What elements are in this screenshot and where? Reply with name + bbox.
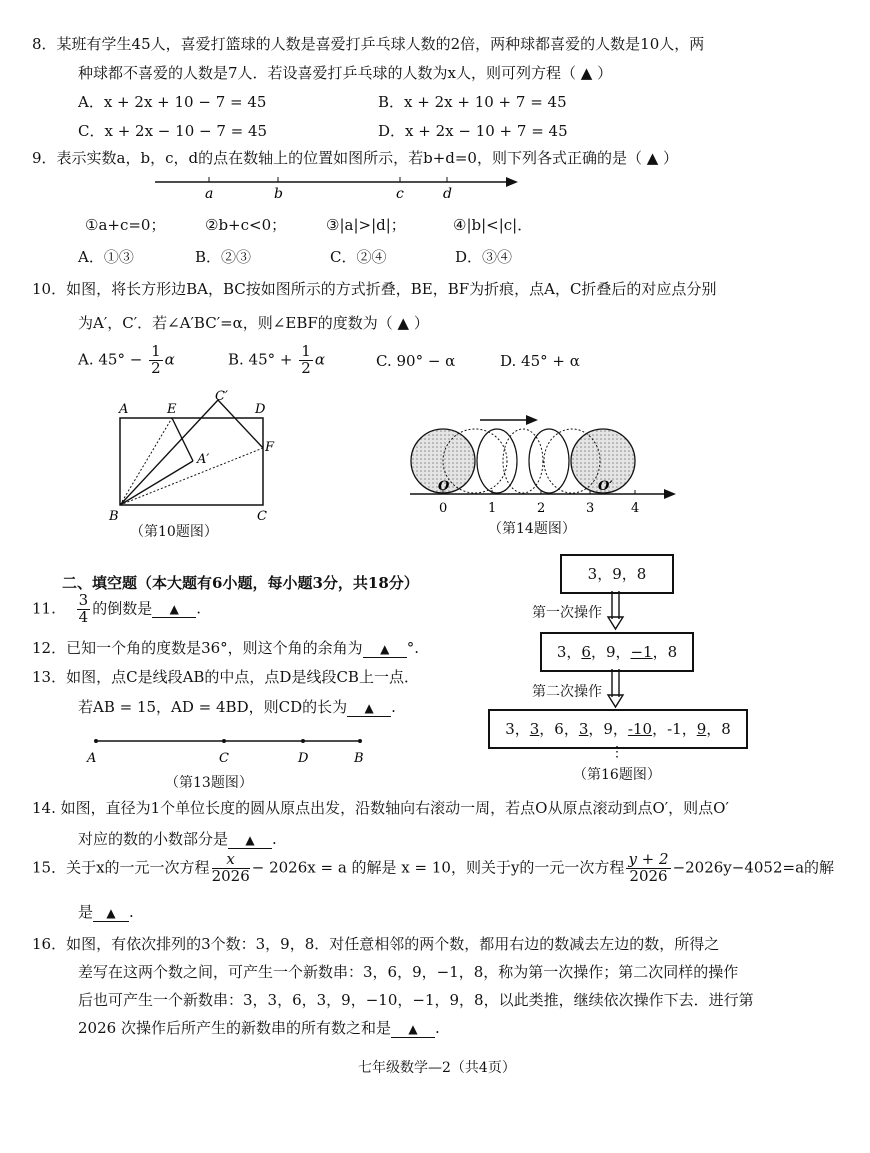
q16-arrow-2 (606, 669, 626, 709)
q9-number-line (150, 170, 530, 202)
q9-label-a: a (205, 186, 214, 202)
q10-label-A: A (119, 402, 129, 417)
q10-option-a: A. 45° − $\frac{1}{2}$ α (78, 342, 175, 377)
q14-tick-4: 4 (631, 501, 640, 516)
q10-option-b: B. 45° + $\frac{1}{2}$ α (228, 342, 325, 377)
q9-label-c: c (396, 186, 404, 202)
q9-option-b: B．②③ (195, 248, 252, 266)
q14-caption: （第14题图） (488, 521, 576, 537)
q10-label-A-prime: A′ (197, 452, 210, 467)
q14-label-O: O (438, 479, 450, 494)
q9-label-d: d (443, 186, 452, 202)
q10-label-E: E (167, 402, 177, 417)
q16-op2-label: 第二次操作 (532, 684, 602, 700)
q14-line2: 对应的数的小数部分是 ▲ . (78, 830, 277, 848)
q16-box-row1: 3，9，8 (560, 554, 674, 594)
q10-label-C-prime: C′ (215, 389, 228, 404)
q8-stem-line2: 种球都不喜爱的人数是7人．若设喜爱打乒乓球的人数为x人，则可列方程（ ▲ ） (78, 64, 613, 82)
q8-option-c: C．x + 2x − 10 − 7 = 45 (78, 122, 268, 140)
q13-caption: （第13题图） (165, 775, 253, 791)
q14-tick-0: 0 (439, 501, 448, 516)
q16-line1: 16．如图，有依次排列的3个数：3，9，8．对任意相邻的两个数，都用右边的数减去左边的数，所得之 (32, 935, 720, 953)
section2-title: 二、填空题（本大题有6小题，每小题3分，共18分） (62, 574, 419, 592)
q13-label-C: C (219, 751, 229, 766)
q10-option-c: C. 90° − α (376, 352, 456, 370)
q10-caption: （第10题图） (130, 524, 218, 540)
q14-line1: 14. 如图，直径为1个单位长度的圆从原点出发，沿数轴向右滚动一周，若点O从原点滚动到点O′，则点O′ (32, 799, 729, 817)
q16-continuation-dots: ⋮ (610, 744, 624, 760)
q14-tick-1: 1 (488, 501, 497, 516)
q13-figure (80, 733, 380, 769)
q14-label-O-prime: O′ (598, 479, 613, 494)
q8-option-d: D．x + 2x − 10 + 7 = 45 (378, 122, 568, 140)
q16-op1-label: 第一次操作 (532, 605, 602, 621)
q9-option-a: A．①③ (78, 248, 134, 266)
q10-option-d: D. 45° + α (500, 352, 580, 370)
q13-label-D: D (298, 751, 309, 766)
q14-tick-2: 2 (537, 501, 546, 516)
q10-figure (105, 388, 295, 528)
q11-line: 11. $\frac{3}{4}$ 的倒数是 ▲ . (32, 591, 201, 626)
q10-label-D: D (255, 402, 266, 417)
q9-option-d: D．③④ (455, 248, 513, 266)
q8-option-a: A．x + 2x + 10 − 7 = 45 (78, 93, 267, 111)
q16-line3: 后也可产生一个新数串：3，3，6，3，9，−10，−1，9，8，以此类推，继续依次操作下去．进行第 (78, 991, 754, 1009)
q13-line2: 若AB = 15，AD = 4BD，则CD的长为 ▲ . (78, 698, 396, 716)
q14-figure (400, 410, 690, 520)
q8-option-b: B．x + 2x + 10 + 7 = 45 (378, 93, 567, 111)
q13-line1: 13．如图，点C是线段AB的中点，点D是线段CB上一点． (32, 668, 419, 686)
q15-line1: 15．关于x的一元一次方程 $\frac{x}{2026}$ − 2026x = a 的解是 x = 10，则关于y的一元一次方程 $\frac{y + 2}{2026}$ −2026y−4052=a的解 (32, 850, 835, 885)
q10-stem-line2: 为A′，C′．若∠A′BC′=α，则∠EBF的度数为（ ▲ ） (78, 314, 429, 332)
q9-statement-1: ①a+c=0； (85, 216, 166, 234)
q16-box-row3: 3，3，6，3，9，-10，-1，9，8 (488, 709, 748, 749)
q8-stem-line1: 8．某班有学生45人，喜爱打篮球的人数是喜爱打乒乓球人数的2倍，两种球都喜爱的人数是10人，两 (32, 35, 705, 53)
q10-label-C: C (257, 509, 267, 524)
q9-statement-3: ③|a|>|d|； (326, 216, 406, 234)
q16-arrow-1 (606, 591, 626, 631)
page-footer: 七年级数学—2（共4页） (358, 1060, 516, 1076)
q10-label-B: B (109, 509, 119, 524)
q9-stem: 9．表示实数a，b，c，d的点在数轴上的位置如图所示，若b+d=0，则下列各式正确的是（ ▲ ） (32, 149, 679, 167)
q13-label-A: A (87, 751, 97, 766)
q9-label-b: b (274, 186, 283, 202)
q16-caption: （第16题图） (573, 767, 661, 783)
q15-line2: 是 ▲ . (78, 903, 134, 921)
q9-option-c: C．②④ (330, 248, 387, 266)
q16-line4: 2026 次操作后所产生的新数串的所有数之和是 ▲ . (78, 1019, 440, 1037)
q13-label-B: B (354, 751, 364, 766)
q10-stem-line1: 10．如图，将长方形边BA，BC按如图所示的方式折叠，BE，BF为折痕，点A，C折叠后的对应点分别 (32, 280, 717, 298)
q14-tick-3: 3 (586, 501, 595, 516)
q10-label-F: F (265, 440, 275, 455)
q9-statement-4: ④|b|<|c|． (453, 216, 533, 234)
q9-statement-2: ②b+c<0； (205, 216, 287, 234)
q16-box-row2: 3，6，9，−1，8 (540, 632, 694, 672)
q12-line: 12．已知一个角的度数是36°，则这个角的余角为 ▲ °. (32, 639, 419, 657)
q16-line2: 差写在这两个数之间，可产生一个新数串：3，6，9，−1，8，称为第一次操作；第二次同样的操作 (78, 963, 739, 981)
